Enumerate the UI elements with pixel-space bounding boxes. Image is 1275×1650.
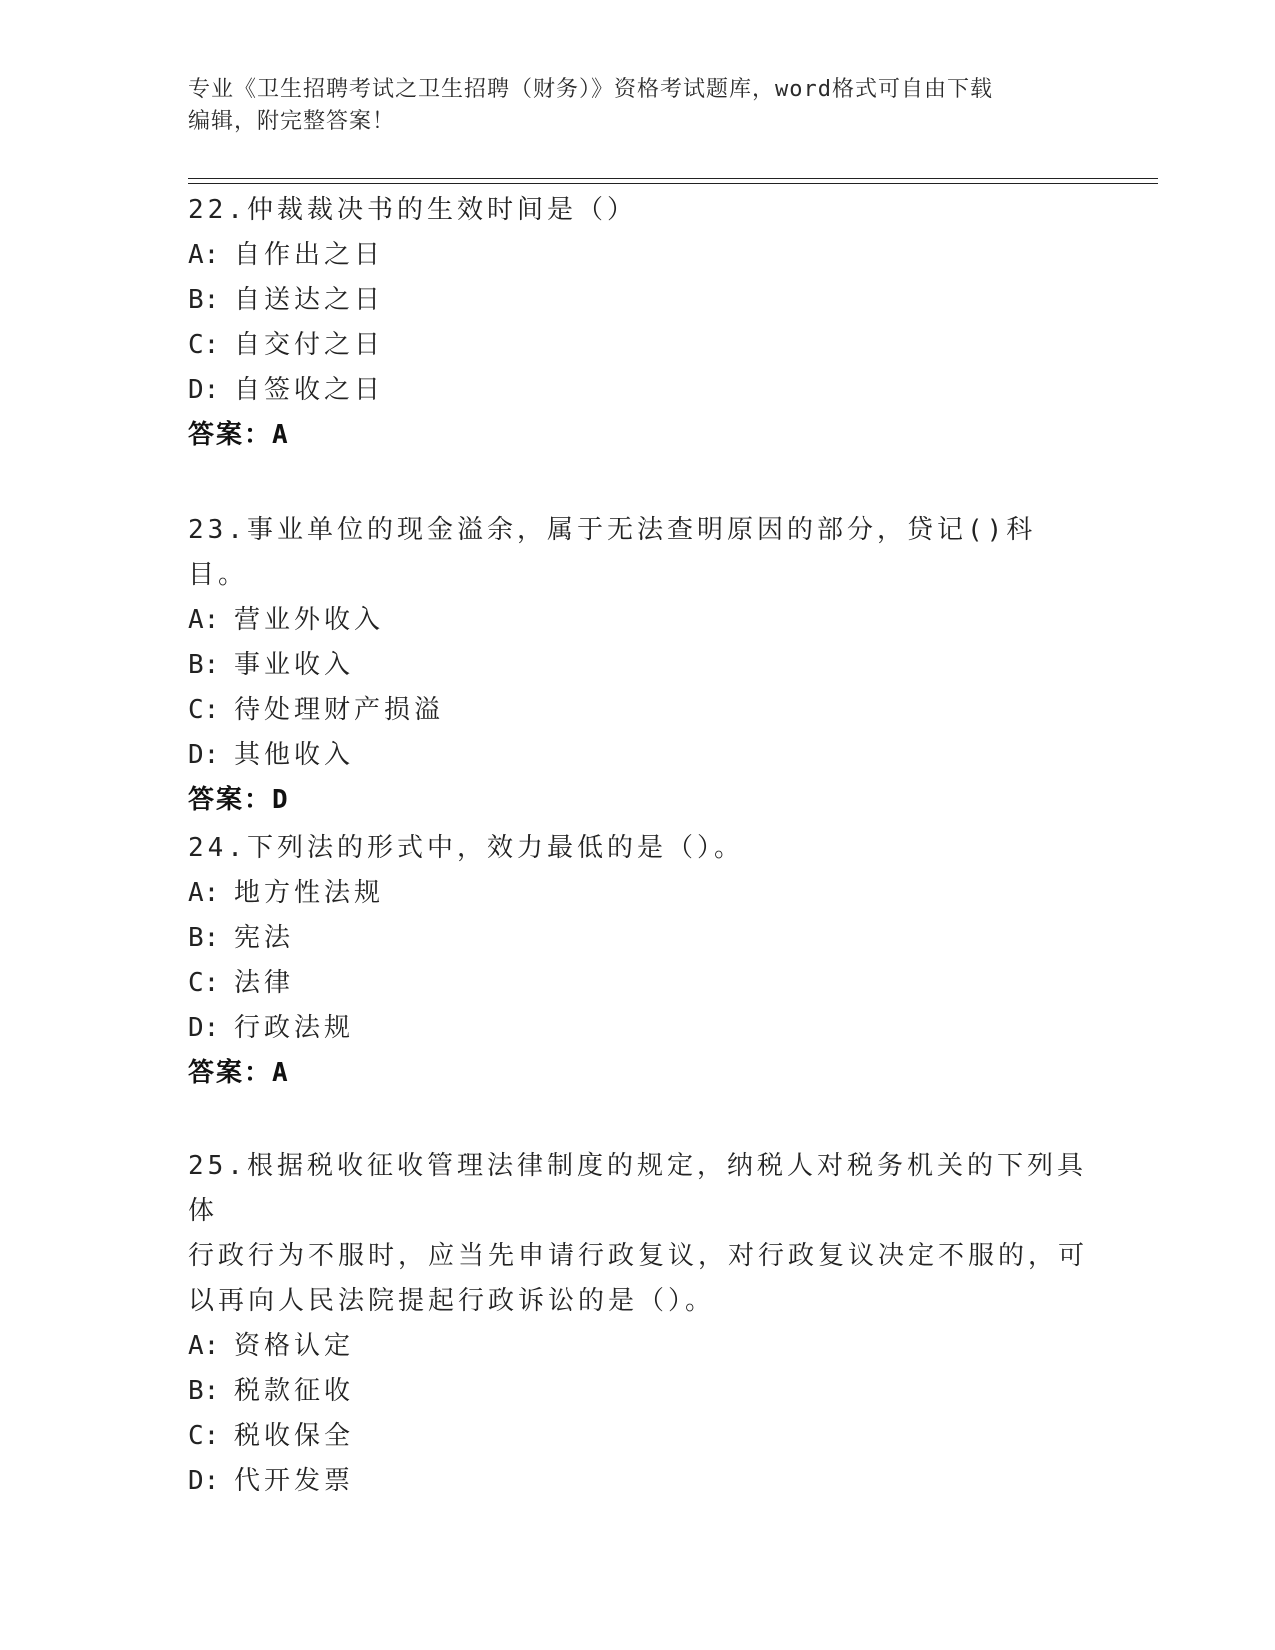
option-text: 法律: [234, 968, 295, 998]
answer: 答案：D: [188, 785, 290, 815]
answer: 答案：A: [188, 1058, 290, 1088]
header-divider-bottom: [188, 183, 1158, 184]
option-c: [188, 1414, 1088, 1459]
option-b: [188, 278, 1088, 323]
option-text: 自交付之日: [234, 330, 385, 360]
option-key: C:: [188, 330, 220, 360]
option-text: 宪法: [234, 923, 295, 953]
option-text: 营业外收入: [234, 605, 385, 635]
option-text: 其他收入: [234, 740, 355, 770]
option-text: 自签收之日: [234, 375, 385, 405]
option-d: [188, 1459, 1088, 1504]
option-a: [188, 871, 1088, 916]
option-text: 行政法规: [234, 1013, 355, 1043]
question-text-line-1: 25.根据税收征收管理法律制度的规定，纳税人对税务机关的下列具体: [188, 1151, 1087, 1226]
question-24: [188, 826, 1088, 1096]
option-key: D:: [188, 740, 220, 770]
question-22: [188, 188, 1088, 458]
header-line-2: 编辑，附完整答案！: [188, 109, 396, 134]
option-text: 事业收入: [234, 650, 355, 680]
option-b: [188, 916, 1088, 961]
option-a: [188, 598, 1088, 643]
answer: 答案：A: [188, 420, 290, 450]
option-key: B:: [188, 650, 220, 680]
question-text: 24.下列法的形式中，效力最低的是（）。: [188, 833, 744, 863]
document-header: [188, 74, 1088, 138]
header-line-1: 专业《卫生招聘考试之卫生招聘（财务）》资格考试题库，word格式可自由下载: [188, 77, 993, 102]
option-a: [188, 1324, 1088, 1369]
option-key: D:: [188, 1013, 220, 1043]
option-key: C:: [188, 968, 220, 998]
question-25: [188, 1144, 1088, 1504]
option-text: 地方性法规: [234, 878, 385, 908]
header-divider-top: [188, 178, 1158, 179]
option-key: A:: [188, 1331, 220, 1361]
option-key: C:: [188, 695, 220, 725]
option-key: C:: [188, 1421, 220, 1451]
option-key: A:: [188, 605, 220, 635]
question-text-line-2: 行政行为不服时，应当先申请行政复议，对行政复议决定不服的，可: [188, 1241, 1089, 1271]
option-text: 资格认定: [234, 1331, 355, 1361]
option-text: 自送达之日: [234, 285, 385, 315]
option-d: [188, 733, 1088, 778]
option-key: A:: [188, 240, 220, 270]
option-key: B:: [188, 923, 220, 953]
option-text: 待处理财产损溢: [234, 695, 445, 725]
option-key: B:: [188, 285, 220, 315]
option-key: B:: [188, 1376, 220, 1406]
option-text: 代开发票: [234, 1466, 355, 1496]
question-text-line-3: 以再向人民法院提起行政诉讼的是（）。: [188, 1286, 716, 1316]
option-text: 税款征收: [234, 1376, 355, 1406]
option-a: [188, 233, 1088, 278]
question-text: 23.事业单位的现金溢余，属于无法查明原因的部分，贷记()科目。: [188, 515, 1037, 590]
question-text: 22.仲裁裁决书的生效时间是（）: [188, 195, 637, 225]
option-d: [188, 1006, 1088, 1051]
option-d: [188, 368, 1088, 413]
option-key: A:: [188, 878, 220, 908]
option-c: [188, 961, 1088, 1006]
option-c: [188, 688, 1088, 733]
option-key: D:: [188, 1466, 220, 1496]
option-b: [188, 643, 1088, 688]
option-text: 税收保全: [234, 1421, 355, 1451]
option-key: D:: [188, 375, 220, 405]
option-text: 自作出之日: [234, 240, 385, 270]
option-b: [188, 1369, 1088, 1414]
question-23: [188, 508, 1088, 823]
option-c: [188, 323, 1088, 368]
